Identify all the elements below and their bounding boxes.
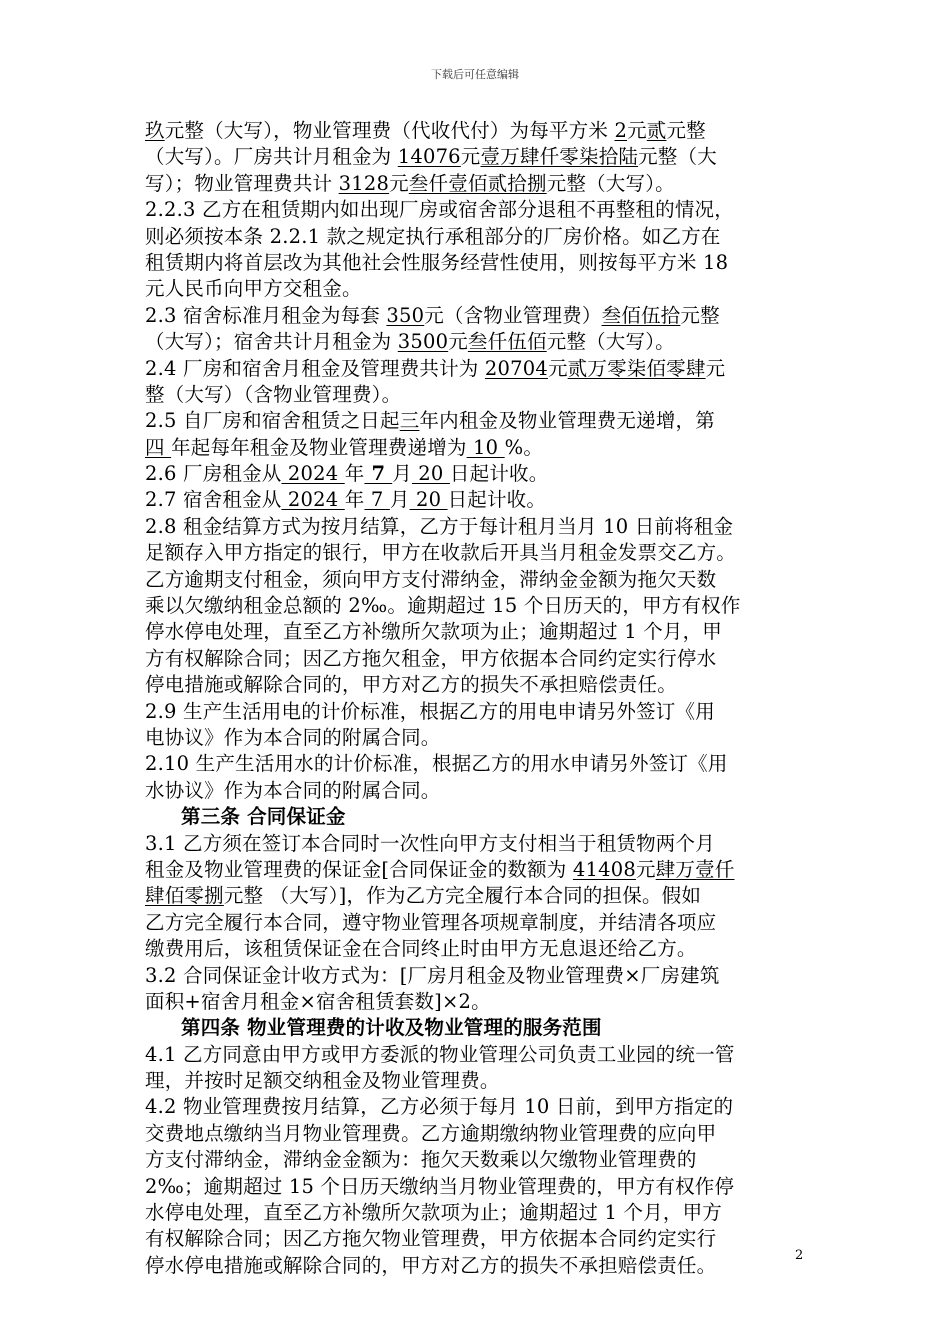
text-segment: 月 bbox=[392, 462, 412, 486]
text-segment: 元整（大写）。 bbox=[546, 171, 675, 195]
text-segment: 年内租金及物业管理费无递增，第 bbox=[419, 409, 715, 433]
text-segment: 元 bbox=[627, 119, 647, 142]
text-segment: 元 bbox=[448, 330, 468, 354]
text-segment: 4.2 物业管理费按月结算，乙方必须于每月 10 日前，到甲方指定的 bbox=[145, 1095, 734, 1119]
text-segment: 停水停电处理，直至乙方补缴所欠款项为止；逾期超过 1 个月，甲 bbox=[145, 620, 723, 644]
section-heading bbox=[145, 1015, 815, 1041]
filled-field: 7 bbox=[364, 462, 393, 486]
text-segment: 元整 bbox=[666, 119, 706, 142]
filled-field: 20704 bbox=[484, 356, 548, 380]
filled-field: 350 bbox=[386, 303, 425, 327]
text-segment: 4.1 乙方同意由甲方或甲方委派的物业管理公司负责工业园的统一管 bbox=[145, 1042, 735, 1066]
text-line bbox=[145, 250, 815, 276]
text-segment: 年 bbox=[344, 462, 365, 486]
text-segment: 面积+宿舍月租金×宿舍租赁套数]×2。 bbox=[145, 989, 491, 1013]
filled-field: 贰万零柒佰零肆 bbox=[567, 356, 706, 380]
text-segment: 元整（大 bbox=[638, 145, 717, 169]
text-segment: （大写）；宿舍共计月租金为 bbox=[145, 330, 398, 354]
text-segment: 元（含物业管理费） bbox=[424, 303, 602, 327]
text-segment: 元 bbox=[635, 857, 656, 881]
filled-field: 2024 bbox=[281, 488, 345, 512]
text-segment: 2.8 租金结算方式为按月结算，乙方于每计租月当月 10 日前将租金 bbox=[145, 514, 734, 538]
text-line bbox=[145, 989, 815, 1015]
text-line bbox=[145, 857, 815, 883]
text-segment: 2.4 厂房和宿舍月租金及管理费共计为 bbox=[145, 356, 485, 380]
text-line bbox=[145, 1226, 815, 1252]
text-line bbox=[145, 1253, 815, 1279]
text-line bbox=[145, 936, 815, 962]
text-line bbox=[145, 1174, 815, 1200]
text-segment: 月 bbox=[389, 488, 410, 512]
filled-field: 叁仟伍佰 bbox=[467, 330, 547, 354]
filled-field: 叁佰伍拾 bbox=[601, 303, 681, 327]
text-line bbox=[145, 224, 815, 250]
text-segment: （大写）。厂房共计月租金为 bbox=[145, 145, 398, 169]
text-segment: 方有权解除合同；因乙方拖欠租金，甲方依据本合同约定实行停水 bbox=[145, 646, 717, 670]
text-segment: 乙方逾期支付租金，须向甲方支付滞纳金，滞纳金金额为拖欠天数 bbox=[145, 567, 717, 591]
text-line bbox=[145, 831, 815, 857]
text-segment: 日起计收。 bbox=[449, 462, 549, 486]
text-line bbox=[145, 751, 815, 777]
text-segment: 有权解除合同；因乙方拖欠物业管理费，甲方依据本合同约定实行 bbox=[145, 1227, 717, 1251]
text-segment: 元整（大写）。 bbox=[546, 330, 675, 354]
text-line bbox=[145, 461, 815, 487]
text-segment: 足额存入甲方指定的银行，甲方在收款后开具当月租金发票交乙方。 bbox=[145, 541, 737, 565]
text-segment: 电协议》作为本合同的附属合同。 bbox=[145, 725, 441, 749]
filled-field: 20 bbox=[411, 462, 450, 486]
text-line bbox=[145, 514, 815, 540]
text-line bbox=[145, 171, 815, 197]
text-segment: 停电措施或解除合同的，甲方对乙方的损失不承担赔偿责任。 bbox=[145, 673, 677, 697]
filled-field: 2 bbox=[614, 119, 628, 142]
text-line bbox=[145, 699, 815, 725]
text-segment: 2.3 宿舍标准月租金为每套 bbox=[145, 303, 387, 327]
text-line bbox=[145, 303, 815, 329]
text-segment: 交费地点缴纳当月物业管理费。乙方逾期缴纳物业管理费的应向甲 bbox=[145, 1121, 717, 1145]
text-segment: 元 bbox=[460, 145, 481, 169]
text-line bbox=[145, 356, 815, 382]
text-line bbox=[145, 593, 815, 619]
section-heading bbox=[145, 804, 815, 830]
text-segment: 元 bbox=[705, 356, 726, 380]
filled-field: 贰 bbox=[646, 119, 667, 142]
text-segment: 元整（大写），物业管理费（代收代付）为每平方米 bbox=[164, 119, 615, 142]
filled-field: 三 bbox=[399, 409, 420, 433]
text-line bbox=[145, 567, 815, 593]
text-segment: 日起计收。 bbox=[447, 488, 547, 512]
text-segment: 元 bbox=[389, 171, 409, 195]
text-line bbox=[145, 619, 815, 645]
filled-field: 3128 bbox=[338, 171, 390, 195]
text-line bbox=[145, 487, 815, 513]
text-line bbox=[145, 1042, 815, 1068]
text-line bbox=[145, 1068, 815, 1094]
text-segment: 整（大写）（含物业管理费）。 bbox=[145, 382, 402, 406]
text-segment: 水停电处理，直至乙方补缴所欠款项为止；逾期超过 1 个月，甲方 bbox=[145, 1201, 723, 1225]
text-segment: %。 bbox=[504, 435, 544, 459]
text-line bbox=[145, 435, 815, 461]
text-segment: 写）；物业管理费共计 bbox=[145, 171, 339, 195]
text-segment: 第四条 物业管理费的计收及物业管理的服务范围 bbox=[181, 1016, 602, 1040]
text-segment: 2.6 厂房租金从 bbox=[145, 462, 282, 486]
text-segment: 乘以欠缴纳租金总额的 2‰。逾期超过 15 个日历天的，甲方有权作 bbox=[145, 594, 741, 618]
text-segment: 元 bbox=[547, 356, 568, 380]
filled-field: 41408 bbox=[572, 857, 636, 881]
text-segment: 2.10 生产生活用水的计价标准，根据乙方的用水申请另外签订《用 bbox=[145, 752, 728, 776]
text-segment: 停水停电措施或解除合同的，甲方对乙方的损失不承担赔偿责任。 bbox=[145, 1253, 717, 1277]
filled-field: 10 bbox=[466, 435, 505, 459]
page-number: 2 bbox=[795, 1248, 804, 1263]
text-segment: 3.1 乙方须在签订本合同时一次性向甲方支付相当于租赁物两个月 bbox=[145, 831, 715, 855]
text-line bbox=[145, 883, 815, 909]
text-segment: 方支付滞纳金，滞纳金金额为：拖欠天数乘以欠缴物业管理费的 bbox=[145, 1148, 697, 1172]
text-segment: 理，并按时足额交纳租金及物业管理费。 bbox=[145, 1069, 500, 1093]
text-segment: 2.5 自厂房和宿舍租赁之日起 bbox=[145, 409, 400, 433]
text-segment: 3.2 合同保证金计收方式为：[厂房月租金及物业管理费×厂房建筑 bbox=[145, 963, 720, 987]
text-segment: 元整 （大写）]，作为乙方完全履行本合同的担保。假如 bbox=[223, 884, 702, 908]
text-segment: 租赁期内将首层改为其他社会性服务经营性使用，则按每平方米 18 bbox=[145, 250, 729, 274]
text-line bbox=[145, 197, 815, 223]
text-line bbox=[145, 1147, 815, 1173]
text-line bbox=[145, 1200, 815, 1226]
text-line bbox=[145, 382, 815, 408]
text-line bbox=[145, 1094, 815, 1120]
filled-field: 2024 bbox=[281, 462, 345, 486]
text-segment: 2‰；逾期超过 15 个日历天缴纳当月物业管理费的，甲方有权作停 bbox=[145, 1174, 735, 1198]
text-segment: 元整 bbox=[680, 303, 720, 327]
text-line bbox=[145, 910, 815, 936]
text-line bbox=[145, 540, 815, 566]
filled-field: 14076 bbox=[397, 145, 461, 169]
text-line bbox=[145, 118, 815, 144]
filled-field: 肆万壹仟 bbox=[655, 857, 735, 881]
text-line bbox=[145, 408, 815, 434]
document-body bbox=[145, 118, 815, 1279]
text-segment: 乙方完全履行本合同，遵守物业管理各项规章制度，并结清各项应 bbox=[145, 910, 717, 934]
text-line bbox=[145, 276, 815, 302]
text-line bbox=[145, 778, 815, 804]
text-line bbox=[145, 963, 815, 989]
text-segment: 缴费用后，该租赁保证金在合同终止时由甲方无息退还给乙方。 bbox=[145, 937, 697, 961]
text-segment: 2.9 生产生活用电的计价标准，根据乙方的用电申请另外签订《用 bbox=[145, 699, 715, 723]
text-segment: 2.7 宿舍租金从 bbox=[145, 488, 282, 512]
text-line bbox=[145, 1121, 815, 1147]
text-line bbox=[145, 144, 815, 170]
filled-field: 叁仟壹佰贰拾捌 bbox=[408, 171, 547, 195]
text-segment: 元人民币向甲方交租金。 bbox=[145, 277, 362, 301]
text-line bbox=[145, 672, 815, 698]
text-line bbox=[145, 646, 815, 672]
text-line bbox=[145, 329, 815, 355]
page-header: 下载后可任意编辑 bbox=[431, 68, 519, 81]
filled-field: 玖 bbox=[145, 119, 165, 142]
text-segment: 年起每年租金及物业管理费递增为 bbox=[171, 435, 467, 459]
filled-field: 四 bbox=[145, 435, 172, 459]
text-line bbox=[145, 725, 815, 751]
filled-field: 3500 bbox=[397, 330, 449, 354]
filled-field: 肆佰零捌 bbox=[145, 884, 224, 908]
filled-field: 20 bbox=[409, 488, 448, 512]
text-segment: 2.2.3 乙方在租赁期内如出现厂房或宿舍部分退租不再整租的情况， bbox=[145, 198, 734, 222]
text-segment: 第三条 合同保证金 bbox=[181, 805, 346, 829]
text-segment: 则必须按本条 2.2.1 款之规定执行承租部分的厂房价格。如乙方在 bbox=[145, 224, 721, 248]
filled-field: 7 bbox=[364, 488, 390, 512]
filled-field: 壹万肆仟零柒拾陆 bbox=[480, 145, 639, 169]
text-segment: 租金及物业管理费的保证金[合同保证金的数额为 bbox=[145, 857, 573, 881]
text-segment: 年 bbox=[344, 488, 365, 512]
text-segment: 水协议》作为本合同的附属合同。 bbox=[145, 778, 441, 802]
